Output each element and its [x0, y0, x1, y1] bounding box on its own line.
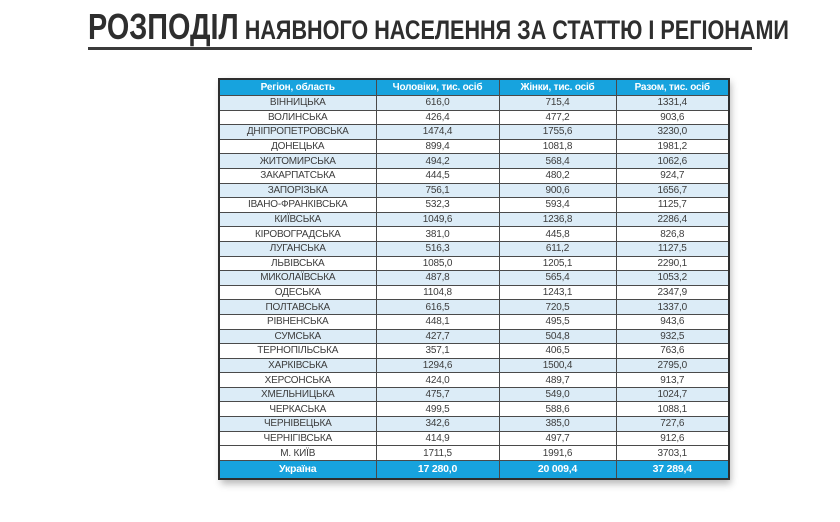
- region-cell: ЧЕРНІВЕЦЬКА: [219, 417, 376, 432]
- region-cell: ДНІПРОПЕТРОВСЬКА: [219, 125, 376, 140]
- row-total-cell: 924,7: [616, 168, 729, 183]
- region-cell: ЛУГАНСЬКА: [219, 241, 376, 256]
- region-cell: МИКОЛАЇВСЬКА: [219, 271, 376, 286]
- table-row: [219, 373, 729, 388]
- men-cell: 1104,8: [376, 285, 499, 300]
- men-cell: 899,4: [376, 139, 499, 154]
- row-total-cell: 1331,4: [616, 96, 729, 111]
- region-cell: РІВНЕНСЬКА: [219, 314, 376, 329]
- men-cell: 424,0: [376, 373, 499, 388]
- men-cell: 381,0: [376, 227, 499, 242]
- region-cell: ЛЬВІВСЬКА: [219, 256, 376, 271]
- men-cell: 1049,6: [376, 212, 499, 227]
- women-cell: 445,8: [499, 227, 616, 242]
- row-total-cell: 932,5: [616, 329, 729, 344]
- row-total-cell: 1656,7: [616, 183, 729, 198]
- region-cell: ІВАНО-ФРАНКІВСЬКА: [219, 198, 376, 213]
- row-total-cell: 1127,5: [616, 241, 729, 256]
- region-cell: ДОНЕЦЬКА: [219, 139, 376, 154]
- table-row: [219, 168, 729, 183]
- region-cell: ЧЕРКАСЬКА: [219, 402, 376, 417]
- region-cell: ТЕРНОПІЛЬСЬКА: [219, 344, 376, 359]
- men-cell: 342,6: [376, 417, 499, 432]
- region-cell: ЗАПОРІЗЬКА: [219, 183, 376, 198]
- col-women: Жінки, тис. осіб: [499, 79, 616, 96]
- women-cell: 588,6: [499, 402, 616, 417]
- men-cell: 475,7: [376, 387, 499, 402]
- men-cell: 426,4: [376, 110, 499, 125]
- region-cell: ХАРКІВСЬКА: [219, 358, 376, 373]
- region-cell: ВОЛИНСЬКА: [219, 110, 376, 125]
- women-cell: 495,5: [499, 314, 616, 329]
- table-row: [219, 329, 729, 344]
- men-cell: 616,0: [376, 96, 499, 111]
- men-cell: 1711,5: [376, 446, 499, 461]
- men-cell: 756,1: [376, 183, 499, 198]
- table-row: [219, 300, 729, 315]
- women-cell: 565,4: [499, 271, 616, 286]
- women-cell: 1081,8: [499, 139, 616, 154]
- row-total-cell: 1981,2: [616, 139, 729, 154]
- men-cell: 448,1: [376, 314, 499, 329]
- women-cell: 900,6: [499, 183, 616, 198]
- row-total-cell: 903,6: [616, 110, 729, 125]
- women-cell: 406,5: [499, 344, 616, 359]
- row-total-cell: 826,8: [616, 227, 729, 242]
- title-emphasis: РОЗПОДІЛ: [88, 6, 239, 47]
- population-table: [218, 78, 730, 480]
- row-total-cell: 727,6: [616, 417, 729, 432]
- men-cell: 532,3: [376, 198, 499, 213]
- table-row: [219, 271, 729, 286]
- men-cell: 1294,6: [376, 358, 499, 373]
- women-cell: 1236,8: [499, 212, 616, 227]
- women-cell: 1991,6: [499, 446, 616, 461]
- title-rest: НАЯВНОГО НАСЕЛЕННЯ ЗА СТАТТЮ І РЕГІОНАМИ: [238, 15, 789, 45]
- region-cell: М. КИЇВ: [219, 446, 376, 461]
- row-total-cell: 2347,9: [616, 285, 729, 300]
- men-cell: 444,5: [376, 168, 499, 183]
- total-women-value: 20 009,4: [499, 460, 616, 479]
- women-cell: 611,2: [499, 241, 616, 256]
- women-cell: 489,7: [499, 373, 616, 388]
- region-cell: КІРОВОГРАДСЬКА: [219, 227, 376, 242]
- table-row: [219, 256, 729, 271]
- table-row: [219, 110, 729, 125]
- total-row: [219, 460, 729, 479]
- row-total-cell: 2286,4: [616, 212, 729, 227]
- col-region: Регіон, область: [219, 79, 376, 96]
- men-cell: 1085,0: [376, 256, 499, 271]
- col-men: Чоловіки, тис. осіб: [376, 79, 499, 96]
- men-cell: 1474,4: [376, 125, 499, 140]
- row-total-cell: 3230,0: [616, 125, 729, 140]
- col-total: Разом, тис. осіб: [616, 79, 729, 96]
- region-cell: ПОЛТАВСЬКА: [219, 300, 376, 315]
- table-row: [219, 417, 729, 432]
- region-cell: ВІННИЦЬКА: [219, 96, 376, 111]
- table-row: [219, 387, 729, 402]
- table-row: [219, 358, 729, 373]
- women-cell: 568,4: [499, 154, 616, 169]
- women-cell: 385,0: [499, 417, 616, 432]
- table-row: [219, 198, 729, 213]
- women-cell: 1755,6: [499, 125, 616, 140]
- row-total-cell: 2795,0: [616, 358, 729, 373]
- men-cell: 499,5: [376, 402, 499, 417]
- women-cell: 504,8: [499, 329, 616, 344]
- women-cell: 1205,1: [499, 256, 616, 271]
- men-cell: 357,1: [376, 344, 499, 359]
- table-row: [219, 183, 729, 198]
- women-cell: 480,2: [499, 168, 616, 183]
- men-cell: 616,5: [376, 300, 499, 315]
- women-cell: 720,5: [499, 300, 616, 315]
- women-cell: 497,7: [499, 431, 616, 446]
- row-total-cell: 1125,7: [616, 198, 729, 213]
- page-title: [88, 6, 789, 48]
- table-row: [219, 139, 729, 154]
- total-men-value: 17 280,0: [376, 460, 499, 479]
- total-sum-value: 37 289,4: [616, 460, 729, 479]
- region-cell: ЖИТОМИРСЬКА: [219, 154, 376, 169]
- table-row: [219, 241, 729, 256]
- row-total-cell: 1053,2: [616, 271, 729, 286]
- row-total-cell: 2290,1: [616, 256, 729, 271]
- row-total-cell: 1024,7: [616, 387, 729, 402]
- row-total-cell: 943,6: [616, 314, 729, 329]
- table-row: [219, 227, 729, 242]
- table-row: [219, 125, 729, 140]
- row-total-cell: 913,7: [616, 373, 729, 388]
- total-row-label: Україна: [219, 460, 376, 479]
- women-cell: 477,2: [499, 110, 616, 125]
- region-cell: ХМЕЛЬНИЦЬКА: [219, 387, 376, 402]
- table-row: [219, 96, 729, 111]
- men-cell: 414,9: [376, 431, 499, 446]
- row-total-cell: 1088,1: [616, 402, 729, 417]
- women-cell: 1500,4: [499, 358, 616, 373]
- region-cell: ОДЕСЬКА: [219, 285, 376, 300]
- table-row: [219, 212, 729, 227]
- women-cell: 549,0: [499, 387, 616, 402]
- table-header: [219, 79, 729, 96]
- women-cell: 715,4: [499, 96, 616, 111]
- table-row: [219, 446, 729, 461]
- table-row: [219, 314, 729, 329]
- region-cell: ХЕРСОНСЬКА: [219, 373, 376, 388]
- region-cell: СУМСЬКА: [219, 329, 376, 344]
- region-cell: ЧЕРНІГІВСЬКА: [219, 431, 376, 446]
- table-row: [219, 431, 729, 446]
- row-total-cell: 3703,1: [616, 446, 729, 461]
- region-cell: КИЇВСЬКА: [219, 212, 376, 227]
- table-header-row: [219, 79, 729, 96]
- row-total-cell: 912,6: [616, 431, 729, 446]
- title-underline: [88, 47, 752, 50]
- men-cell: 487,8: [376, 271, 499, 286]
- region-cell: ЗАКАРПАТСЬКА: [219, 168, 376, 183]
- population-table-container: [218, 78, 728, 480]
- table-row: [219, 154, 729, 169]
- table-row: [219, 402, 729, 417]
- row-total-cell: 1337,0: [616, 300, 729, 315]
- men-cell: 494,2: [376, 154, 499, 169]
- women-cell: 593,4: [499, 198, 616, 213]
- table-row: [219, 344, 729, 359]
- table-row: [219, 285, 729, 300]
- row-total-cell: 1062,6: [616, 154, 729, 169]
- men-cell: 427,7: [376, 329, 499, 344]
- men-cell: 516,3: [376, 241, 499, 256]
- women-cell: 1243,1: [499, 285, 616, 300]
- row-total-cell: 763,6: [616, 344, 729, 359]
